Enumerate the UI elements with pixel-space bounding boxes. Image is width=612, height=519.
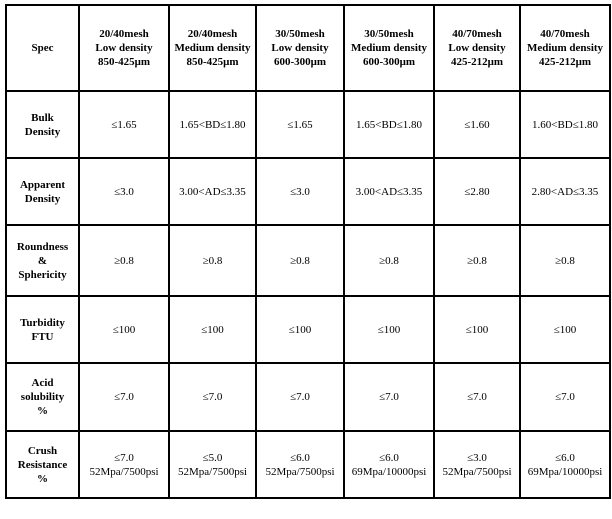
row-label: Turbidity FTU: [6, 296, 79, 363]
value-cell: [344, 431, 434, 498]
value-cell: ≥0.8: [434, 225, 520, 296]
value-cell: [434, 431, 520, 498]
table-row-acid-solubility: [6, 363, 610, 431]
crush-value: ≤7.0: [114, 451, 134, 464]
row-label: Crush Resistance %: [6, 431, 79, 498]
crush-value: ≤6.0: [290, 451, 310, 464]
crush-value: ≤3.0: [467, 451, 487, 464]
value-cell: ≤7.0: [169, 363, 256, 431]
crush-condition: 52Mpa/7500psi: [442, 465, 512, 478]
table-row-bulk-density: [6, 91, 610, 158]
column-mesh: 30/50mesh: [275, 28, 325, 40]
value-cell: [256, 431, 344, 498]
value-cell: ≤2.80: [434, 158, 520, 225]
value-cell: ≥0.8: [169, 225, 256, 296]
value-cell: ≤7.0: [344, 363, 434, 431]
table-row-roundness-sphericity: [6, 225, 610, 296]
value-cell: ≤3.0: [256, 158, 344, 225]
column-mesh: 40/70mesh: [452, 28, 502, 40]
spec-table: [5, 4, 611, 499]
table-row-crush-resistance: [6, 431, 610, 498]
value-cell: ≤1.65: [79, 91, 169, 158]
value-cell: ≤7.0: [434, 363, 520, 431]
column-mesh: 40/70mesh: [540, 28, 590, 40]
row-label: Apparent Density: [6, 158, 79, 225]
crush-value: ≤6.0: [555, 451, 575, 464]
column-size: 425-212μm: [538, 56, 592, 68]
column-header: [344, 5, 434, 91]
table-row-apparent-density: [6, 158, 610, 225]
value-cell: ≤100: [344, 296, 434, 363]
column-header: [434, 5, 520, 91]
corner-label: Spec: [31, 42, 54, 54]
column-density: Medium density: [526, 42, 604, 54]
row-label: Acid solubility %: [6, 363, 79, 431]
table-row-turbidity: [6, 296, 610, 363]
value-cell: ≤100: [434, 296, 520, 363]
column-size: 600-300μm: [273, 56, 327, 68]
value-cell: [169, 431, 256, 498]
crush-condition: 52Mpa/7500psi: [265, 465, 335, 478]
column-size: 850-425μm: [186, 56, 239, 68]
value-cell: 1.60<BD≤1.80: [520, 91, 610, 158]
value-cell: ≤7.0: [520, 363, 610, 431]
spec-table-container: [5, 4, 611, 499]
value-cell: ≤100: [79, 296, 169, 363]
value-cell: [79, 431, 169, 498]
value-cell: 3.00<AD≤3.35: [344, 158, 434, 225]
crush-condition: 52Mpa/7500psi: [89, 465, 159, 478]
crush-condition: 52Mpa/7500psi: [177, 465, 248, 478]
value-cell: ≥0.8: [344, 225, 434, 296]
value-cell: ≤7.0: [256, 363, 344, 431]
column-header: [256, 5, 344, 91]
value-cell: ≥0.8: [520, 225, 610, 296]
value-cell: 2.80<AD≤3.35: [520, 158, 610, 225]
column-density: Low density: [271, 42, 329, 54]
column-mesh: 30/50mesh: [364, 28, 414, 40]
value-cell: ≤1.60: [434, 91, 520, 158]
value-cell: ≤1.65: [256, 91, 344, 158]
value-cell: 1.65<BD≤1.80: [169, 91, 256, 158]
value-cell: ≤3.0: [79, 158, 169, 225]
column-mesh: 20/40mesh: [99, 28, 149, 40]
column-density: Low density: [95, 42, 153, 54]
crush-condition: 69Mpa/10000psi: [351, 465, 427, 478]
column-density: Low density: [448, 42, 506, 54]
column-header: [520, 5, 610, 91]
row-label: Roundness & Sphericity: [6, 225, 79, 296]
crush-value: ≤6.0: [379, 451, 399, 464]
column-density: Medium density: [350, 42, 428, 54]
value-cell: ≤100: [520, 296, 610, 363]
value-cell: ≤100: [169, 296, 256, 363]
column-size: 850-425μm: [97, 56, 151, 68]
value-cell: ≥0.8: [256, 225, 344, 296]
value-cell: ≤100: [256, 296, 344, 363]
column-density: Medium density: [174, 42, 251, 54]
value-cell: 3.00<AD≤3.35: [169, 158, 256, 225]
column-size: 425-212μm: [450, 56, 504, 68]
value-cell: ≥0.8: [79, 225, 169, 296]
value-cell: 1.65<BD≤1.80: [344, 91, 434, 158]
crush-value: ≤5.0: [202, 451, 223, 464]
crush-condition: 69Mpa/10000psi: [527, 465, 603, 478]
row-label: Bulk Density: [6, 91, 79, 158]
corner-cell: [6, 5, 79, 91]
value-cell: [520, 431, 610, 498]
header-row: [6, 5, 610, 91]
column-mesh: 20/40mesh: [187, 28, 238, 40]
column-size: 600-300μm: [362, 56, 416, 68]
column-header: [169, 5, 256, 91]
column-header: [79, 5, 169, 91]
value-cell: ≤7.0: [79, 363, 169, 431]
